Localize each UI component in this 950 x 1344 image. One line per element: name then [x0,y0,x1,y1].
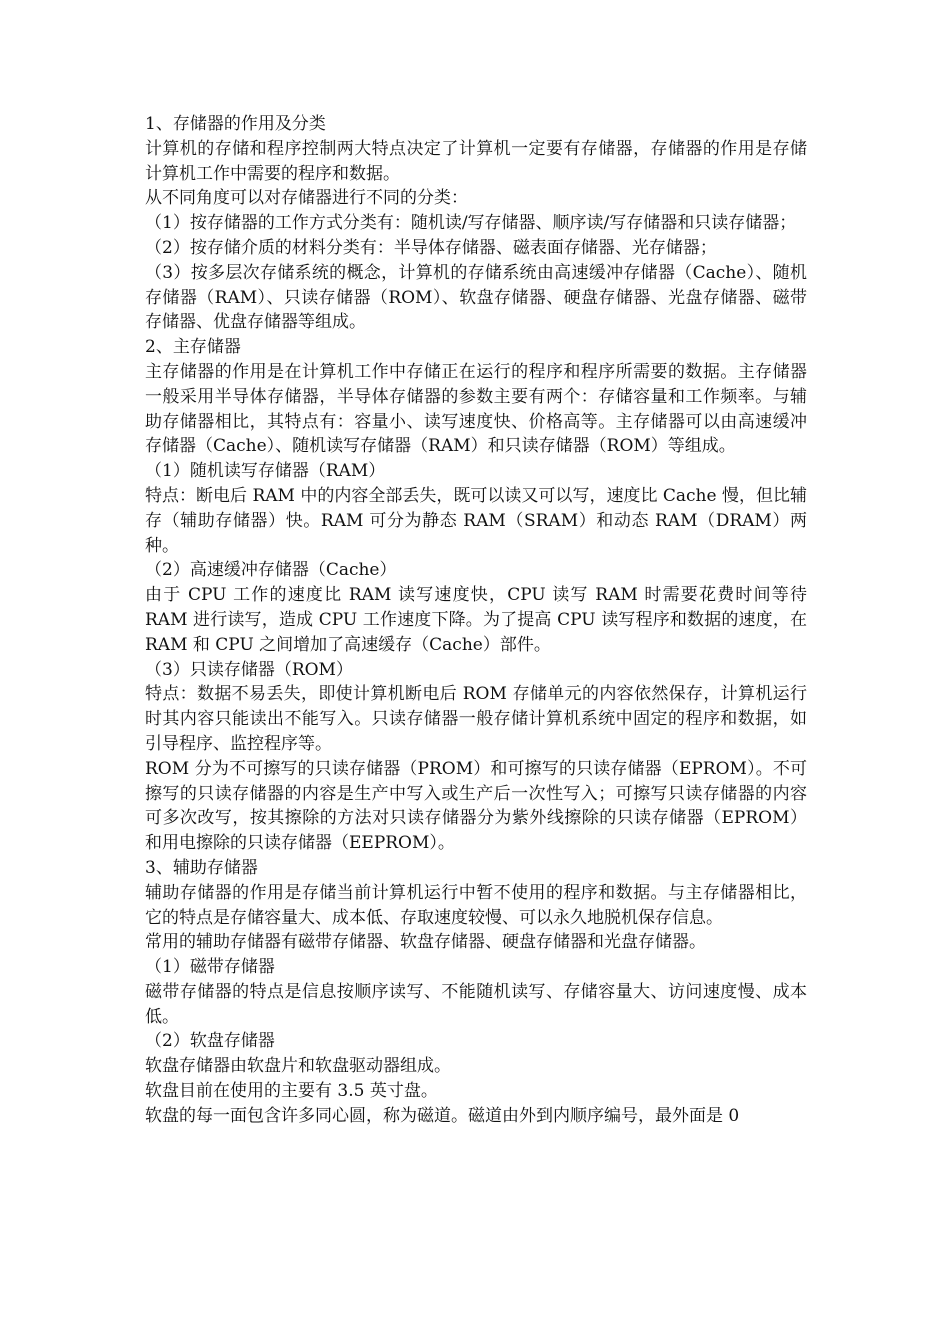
paragraph: 软盘目前在使用的主要有 3.5 英寸盘。 [145,1081,438,1102]
list-item: （3）按多层次存储系统的概念，计算机的存储系统由高速缓冲存储器（Cache）、随机存储器（RAM）、只读存储器（ROM）、软盘存储器、硬盘存储器、光盘存储器、磁带存储器、优盘存储器等组成。 [145,262,807,333]
list-item: （2）按存储介质的材料分类有：半导体存储器、磁表面存储器、光存储器； [145,237,717,258]
paragraph: 特点：数据不易丢失，即使计算机断电后 ROM 存储单元的内容依然保存，计算机运行时其内容只能读出不能写入。只读存储器一般存储计算机系统中固定的程序和数据，如引导程序、监控程序等。 [145,684,807,754]
paragraph: 软盘的每一面包含许多同心圆，称为磁道。磁道由外到内顺序编号，最外面是 0 [145,1105,740,1126]
paragraph: 磁带存储器的特点是信息按顺序读写、不能随机读写、存储容量大、访问速度慢、成本低。 [145,981,807,1027]
paragraph: 主存储器的作用是在计算机工作中存储正在运行的程序和程序所需要的数据。主存储器一般采用半导体存储器，半导体存储器的参数主要有两个：存储容量和工作频率。与辅助存储器相比，其特点有：容量小、读写速度快、价格高等。主存储器可以由高速缓冲存储器（Cache）、随机读写存储器（RAM）和只读存储器（ROM）等组成。 [145,361,807,457]
subheading: （2）软盘存储器 [145,1031,275,1052]
paragraph: 从不同角度可以对存储器进行不同的分类： [145,188,468,209]
section-heading-1: 1、存储器的作用及分类 [145,114,326,134]
paragraph: 软盘存储器由软盘片和软盘驱动器组成。 [145,1056,451,1077]
paragraph: ROM 分为不可擦写的只读存储器（PROM）和可擦写的只读存储器（EPROM）。不可擦写的只读存储器的内容是生产中写入或生产后一次性写入；可擦写只读存储器的内容可多次改写，按其擦除的方法对只读存储器分为紫外线擦除的只读存储器（EPROM）和用电擦除的只读存储器（EEPROM）。 [145,758,807,854]
paragraph: 计算机的存储和程序控制两大特点决定了计算机一定要有存储器，存储器的作用是存储计算机工作中需要的程序和数据。 [145,138,807,184]
section-heading-2: 2、主存储器 [145,337,241,358]
subheading: （3）只读存储器（ROM） [145,659,353,680]
paragraph: 常用的辅助存储器有磁带存储器、软盘存储器、硬盘存储器和光盘存储器。 [145,932,706,953]
paragraph: 辅助存储器的作用是存储当前计算机运行中暂不使用的程序和数据。与主存储器相比，它的特点是存储容量大、成本低、存取速度较慢、可以永久地脱机保存信息。 [145,882,807,928]
subheading: （2）高速缓冲存储器（Cache） [145,560,397,581]
paragraph: 特点：断电后 RAM 中的内容全部丢失，既可以读又可以写，速度比 Cache 慢，但比辅存（辅助存储器）快。RAM 可分为静态 RAM（SRAM）和动态 RAM（DRAM）两种。 [145,485,807,556]
subheading: （1）随机读写存储器（RAM） [145,461,386,482]
section-heading-3: 3、辅助存储器 [145,857,258,878]
subheading: （1）磁带存储器 [145,957,275,978]
list-item: （1）按存储器的工作方式分类有：随机读/写存储器、顺序读/写存储器和只读存储器； [145,213,797,234]
document-page [145,112,807,1129]
paragraph: 由于 CPU 工作的速度比 RAM 读写速度快，CPU 读写 RAM 时需要花费时间等待 RAM 进行读写，造成 CPU 工作速度下降。为了提高 CPU 读写程序和数据的速度，在 RAM 和 CPU 之间增加了高速缓存（Cache）部件。 [145,585,807,655]
